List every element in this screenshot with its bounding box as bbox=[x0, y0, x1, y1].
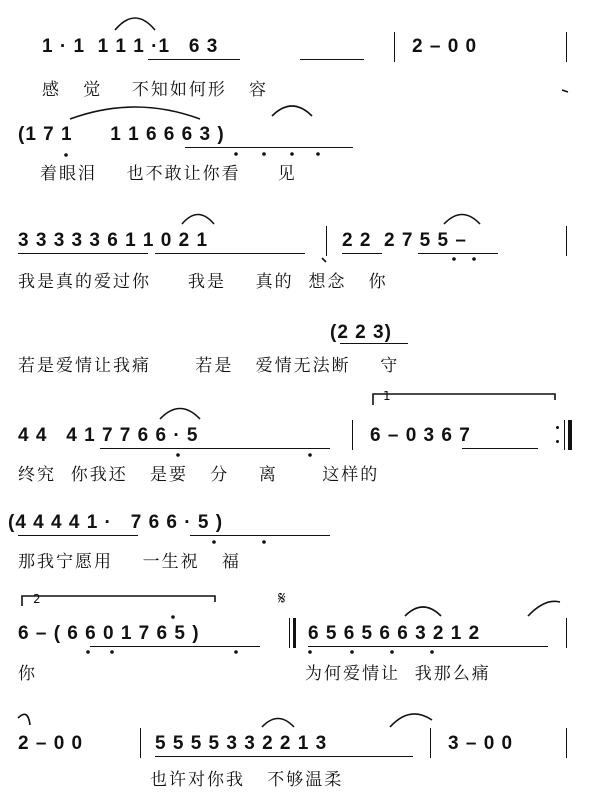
notes-row-3: 3 3 3 3 3 6 1 1 0 2 1 bbox=[18, 230, 209, 251]
lyrics-row-6: 那我宁愿用 一生祝 福 bbox=[18, 552, 241, 572]
notes-row-4: (2 2 3) bbox=[330, 322, 392, 343]
notes-row-5b: 6 – 0 3 6 7 bbox=[370, 425, 471, 446]
notes-row-2: (1 7 1 1 1 6 6 6 3 ) bbox=[18, 124, 225, 145]
volta-2-label: 2 bbox=[33, 592, 41, 606]
notes-row-8b: 5 5 5 5 3 3 2 2 1 3 bbox=[155, 733, 328, 754]
volta-2-bracket bbox=[22, 596, 215, 606]
lyrics-row-4: 若是爱情让我痛 若是 爱情无法断 守 bbox=[18, 356, 400, 376]
lyrics-row-7: 你 bbox=[18, 664, 37, 684]
notes-row-6: (4 4 4 4 1 · 7 6 6 · 5 ) bbox=[8, 512, 224, 533]
lyrics-row-2: 着眼泪 也不敢让你看 见 bbox=[40, 164, 297, 184]
notes-row-5: 4 4 4 1 7 7 6 6 · 5 bbox=[18, 425, 199, 446]
lyrics-row-3: 我是真的爱过你 我是 真的 想念 你 bbox=[18, 272, 388, 292]
lyrics-row-8: 也许对你我 不够温柔 bbox=[150, 770, 344, 790]
notes-row-8: 2 – 0 0 bbox=[18, 733, 84, 754]
volta-1-label: 1 bbox=[383, 389, 391, 403]
notes-row-3b: 2 2 2 7 5 5 – bbox=[342, 230, 467, 251]
volta-1-bracket bbox=[373, 394, 555, 405]
lyrics-row-7b: 为何爱情让 我那么痛 bbox=[305, 664, 491, 684]
notes-row-7b: 6 5 6 5 6 6 3 2 1 2 bbox=[308, 623, 481, 644]
lyrics-row-5: 终究 你我还 是要 分 离 这样的 bbox=[18, 465, 380, 485]
segno-sign: 𝄋 bbox=[278, 588, 286, 609]
notes-row-8c: 3 – 0 0 bbox=[448, 733, 514, 754]
notes-row-7: 6 – ( 6 6 0 1 7 6 5 ) bbox=[18, 623, 200, 644]
lyrics-row-1: 感 觉 不知如何形 容 bbox=[42, 80, 269, 100]
notes-row-1b: 2 – 0 0 bbox=[412, 36, 478, 57]
notes-row-1: 1 · 1 1 1 1 ·1 6 3 bbox=[42, 36, 219, 57]
